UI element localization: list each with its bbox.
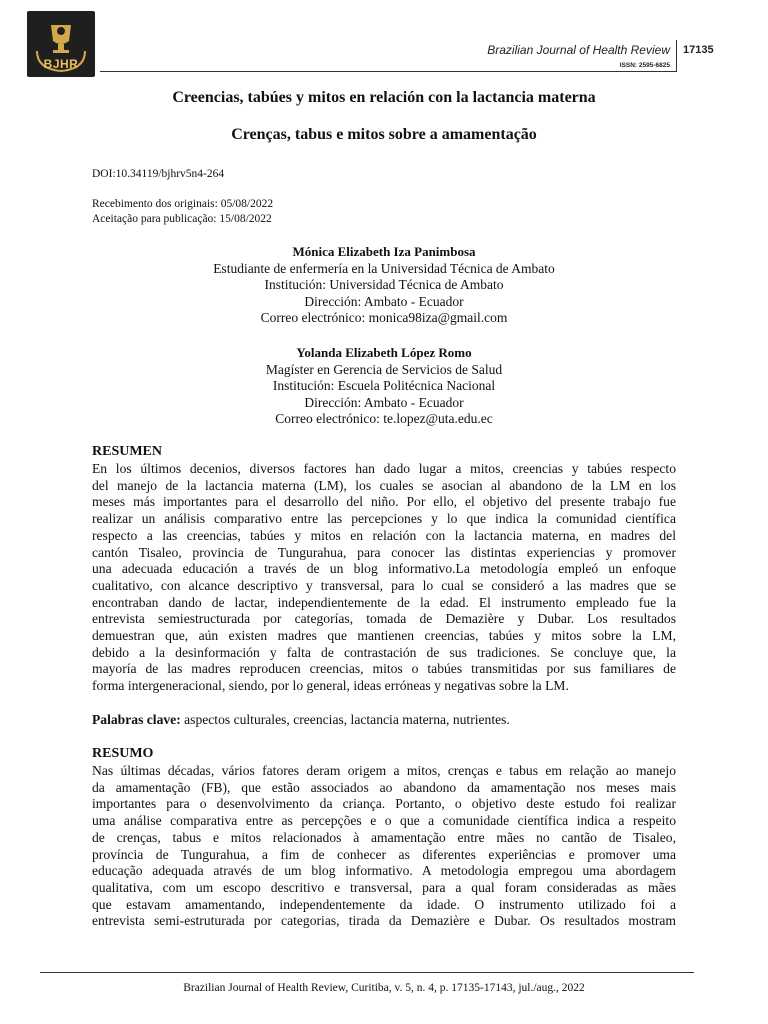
text-line: província de Tungurahua, a fim de conhecer as diferentes experiências e promover uma <box>92 846 676 862</box>
author-block <box>40 244 728 327</box>
author-block <box>40 345 728 428</box>
text-line: del manejo de la lactancia materna (LM), los cuales se asocian al abandono de la LM en los <box>92 477 676 493</box>
text-line: entrevista semi-estruturada por categorias, tirada da Demazière e Dubar. Os resultados mostram <box>92 913 676 929</box>
title-portuguese: Crenças, tabus e mitos sobre a amamentação <box>231 126 537 143</box>
text-line: mayoría de las madres reproducen creencias, mitos o tabúes transmitidas por sus familiares de <box>92 661 676 677</box>
text-line: entrevista semiestructurada por categorías, tomada de Demazière y Dubar. Los resultados <box>92 611 676 627</box>
author-affiliation: Magíster en Gerencia de Servicios de Salud <box>265 361 503 377</box>
text-line: respecto a las creencias, tabúes y mitos en relación con la lactancia materna, en madres del <box>92 527 676 543</box>
page-number: 17135 <box>683 44 714 56</box>
header-separator <box>676 40 677 72</box>
author-institution: Institución: Escuela Politécnica Nacional <box>272 378 496 394</box>
text-line: importantes para o desenvolvimento da criança. Portanto, o objetivo deste estudo foi realizar <box>92 796 676 812</box>
text-line: uma análise comparativa entre as percepções e o que a comunidade científica indica a respeito <box>92 813 676 829</box>
text-line: debido a la desinformación y falta de contrastación de sus tradiciones. Se concluye que, la <box>92 644 676 660</box>
logo-text: BJHR <box>43 57 79 71</box>
text-line: meses más importantes para el desarrollo del niño. Por ello, el objetivo del presente trabajo fue <box>92 494 676 510</box>
text-line: Nas últimas décadas, vários fatores deram origem a mitos, crenças e tabus em relação ao manejo <box>92 763 676 778</box>
resumo-heading: RESUMO <box>92 746 154 761</box>
journal-name: Brazilian Journal of Health Review <box>487 43 670 57</box>
text-line: demuestran que, aún existen madres que mantienen creencias, tabúes y mitos sobre la LM, <box>92 628 676 644</box>
keywords-label: Palabras clave: <box>92 712 181 727</box>
author-email: Correo electrónico: te.lopez@uta.edu.ec <box>275 411 493 427</box>
text-line: de crenças, tabus e mitos relacionados à amamentação entre mães no cantão de Tisaleo, <box>92 829 676 845</box>
author-address: Dirección: Ambato - Ecuador <box>304 394 464 410</box>
text-line: realizar un análisis comparativo entre las percepciones y lo que indica la comunidad científica <box>92 511 676 527</box>
text-line: forma intergeneracional, siendo, por lo general, ideas erróneas y negativas sobre la LM. <box>92 678 569 694</box>
text-line: educação adequada através de um blog informativo. A metodologia empregou uma abordagem <box>92 863 676 879</box>
author-institution: Institución: Universidad Técnica de Ambato <box>264 277 504 293</box>
author-name: Yolanda Elizabeth López Romo <box>296 345 472 360</box>
resumen-heading: RESUMEN <box>92 444 163 459</box>
text-line: cantón Tisaleo, provincia de Tungurahua, para conocer las distintas experiencias y promover <box>92 544 676 560</box>
keywords-text: aspectos culturales, creencias, lactancia materna, nutrientes. <box>180 712 510 727</box>
text-line: cualitativo, con alcance descriptivo y transversal, para lo cual se consideró a las madres que se <box>92 577 676 593</box>
author-address: Dirección: Ambato - Ecuador <box>304 293 464 309</box>
author-email: Correo electrónico: monica98iza@gmail.com <box>260 310 508 326</box>
journal-logo <box>27 11 95 77</box>
footer-citation: Brazilian Journal of Health Review, Curitiba, v. 5, n. 4, p. 17135-17143, jul./aug., 2022 <box>183 982 585 994</box>
header-rule <box>100 71 676 72</box>
footer-rule <box>40 972 694 973</box>
text-line: da amamentação (FB), que estão associados ao abandono da amamentação nos meses mais <box>92 779 676 795</box>
received-date: Recebimento dos originais: 05/08/2022 <box>92 198 274 210</box>
author-name: Mónica Elizabeth Iza Panimbosa <box>292 244 476 259</box>
resumen-paragraph <box>92 461 676 695</box>
title-spanish: Creencias, tabúes y mitos en relación con la lactancia materna <box>172 89 596 106</box>
text-line: que estavam amamentando, independentemente da idade. O instrumento utilizado foi a <box>92 896 676 912</box>
issn: ISSN: 2595-6825 <box>619 62 670 69</box>
text-line: qualitativa, com um escopo descritivo e transversal, para a qual foram consideradas as mães <box>92 879 676 895</box>
text-line: encontraban dando de lactar, independientemente de la edad. El instrumento empleado fue la <box>92 594 676 610</box>
text-line: En los últimos decenios, diversos factores han dado lugar a mitos, creencias y tabúes respecto <box>92 461 676 476</box>
accepted-date: Aceitação para publicação: 15/08/2022 <box>92 213 272 225</box>
author-affiliation: Estudiante de enfermería en la Universidad Técnica de Ambato <box>213 260 555 276</box>
text-line: una adecuada educación a través de un blog informativo.La metodología empleó un enfoque <box>92 561 676 577</box>
doi: DOI:10.34119/bjhrv5n4-264 <box>92 168 225 180</box>
resumo-paragraph <box>92 763 676 930</box>
keywords <box>92 712 510 728</box>
